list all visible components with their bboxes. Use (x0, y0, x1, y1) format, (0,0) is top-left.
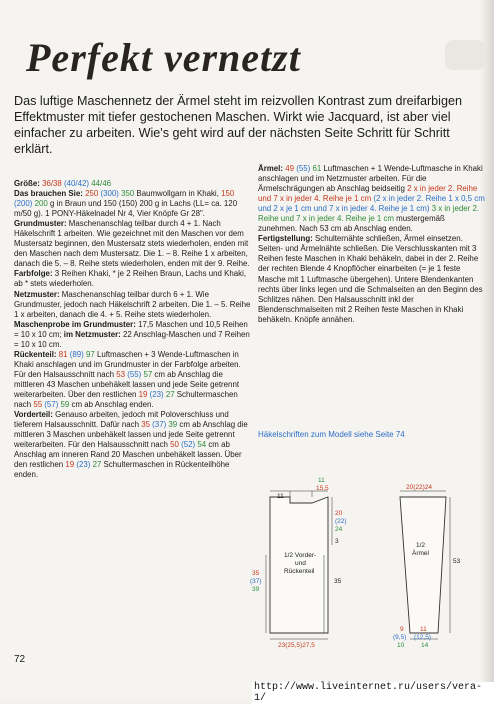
sleeve-length-53: 53 (453, 558, 461, 565)
sleeve-dim-12-5: (12,5) (414, 634, 431, 641)
dim-37: (37) (250, 578, 262, 585)
dim-11-left: 11 (277, 493, 284, 500)
sleeve-top-width: 20(22)24 (406, 484, 433, 491)
net-pattern-paragraph: Netzmuster: Maschenanschlag teilbar durch 6 + 1. Wie Grundmuster, jedoch nach Häkelschrift 2 arbeiten. Die 1. – 5. Reihe 1 x arbeiten, danach die 4. + 5. Reihe stets wiederholen. (14, 289, 251, 319)
front-label-2: und (295, 560, 306, 567)
background-decoration (445, 40, 485, 70)
intro-paragraph: Das luftige Maschennetz der Ärmel steht im reizvollen Kontrast zum dreifarbigen Effektmuster mit tiefer gestochenen Maschen. Wirkt wie Jacquard, ist aber viel einfacher zu arbeiten. Wie's geht wird auf der nächsten Seite Schritt für Schritt erklärt. (14, 94, 462, 156)
basic-pattern-paragraph: Grundmuster: Maschenanschlag teilbar durch 4 + 1. Nach Häkelschrift 1 arbeiten. Wie gezeichnet mit den Maschen vor dem Mustersatz beginnen, den Mustersatz stets wiederholen, enden mit den Maschen nach dem Mustersatz. Die 1. – 8. Reihe 1 x arbeiten, danach die 5. – 8. Reihe stets wiederholen, enden mit der 9. Reihe. (14, 219, 250, 269)
dim-24: 24 (335, 526, 343, 533)
finishing-paragraph: Fertigstellung: Schulternähte schließen, Ärmel einsetzen. Seiten- und Ärmelnähte schließen. Die Verschlusskanten mit 3 Reihen feste Maschen in Khaki behäkeln, dabei in der 2. Reihe der rechten Blende 4 Knopflöcher einarbeiten (= je 1 feste Masche mit 1 Luftmasche übergehen). Untere Blendenkanten rechts über links legen und die Schmalseiten an den Beginn des Schlitzes nähen. Den Halsausschnitt inkl der Blendenschmalseiten mit 2 Reihen feste Maschen in Khaki behäkeln. Knöpfe annähen. (258, 234, 483, 324)
sleeve-paragraph: Ärmel: 49 (55) 61 Luftmaschen + 1 Wende-Luftmasche in Khaki anschlagen und im Netzmuster arbeiten. Für die Ärmelschrägungen ab Anschlag beidseitig 2 x in jeder 2. Reihe und 7 x in jeder 4. Reihe je 1 cm (2 x in jeder 2. Reihe 1 x 0,5 cm und 2 x je 1 cm und 7 x in jeder 4. Reihe je 1 cm) 3 x in jeder 2. Reihe und 7 x in jeder 4. Reihe je 1 cm mustergemäß zunehmen. Nach 53 cm ab Anschlag enden. (258, 164, 485, 234)
sleeve-label-2: Ärmel (412, 550, 429, 557)
sleeve-piece (400, 497, 446, 633)
dim-bottom: 23(25,5)27,5 (278, 642, 315, 649)
sleeve-dim-9-5: (9,5) (393, 634, 407, 641)
sizes-line: Größe: 36/38 (40/42) 44/46 (14, 179, 111, 188)
dim-3: 3 (335, 538, 339, 545)
page-edge-shadow (480, 0, 494, 699)
footer-url[interactable]: http://www.liveinternet.ru/users/vera-1/ (252, 682, 494, 704)
schematic-diagram (250, 445, 480, 655)
page-number: 72 (14, 654, 26, 665)
sleeve-dim-10: 10 (397, 642, 405, 649)
dim-20: 20 (335, 510, 343, 517)
dim-15-5: 15,5 (316, 485, 329, 492)
diagram-title: Häkelschriften zum Modell siehe Seite 74 (258, 430, 405, 439)
dim-39: 39 (252, 586, 260, 593)
dim-35-right: 35 (334, 578, 342, 585)
dim-11-top: 11 (318, 477, 325, 484)
front-piece-paragraph: Vorderteil: Genauso arbeiten, jedoch mit Poloverschluss und tieferem Halsausschnitt. Dafür nach 35 (37) 39 cm ab Anschlag die mittleren 3 Maschen unbehäkelt lassen und jede Seite getrennt weiterarbeiten. Für den Halsausschnitt nach 50 (52) 54 cm ab Anschlag am inneren Rand 20 Maschen unbehäkelt lassen. Über den restlichen 19 (23) 27 Schultermaschen in Rückenteilhöhe enden. (14, 410, 248, 480)
instructions-left-column (14, 179, 252, 480)
dim-35: 35 (252, 570, 260, 577)
sleeve-label-1: 1/2 (416, 542, 426, 549)
sleeve-dim-11: 11 (420, 626, 427, 633)
color-sequence-paragraph: Farbfolge: 3 Reihen Khaki, * je 2 Reihen Braun, Lachs und Khaki, ab * stets wiederholen. (14, 269, 247, 289)
gauge-paragraph: Maschenprobe im Grundmuster: 17,5 Maschen und 10,5 Reihen = 10 x 10 cm; im Netzmuster: 22 Anschlag-Maschen und 7 Reihen = 10 x 10 cm. (14, 319, 250, 349)
dim-22: (22) (335, 518, 347, 525)
sleeve-dim-14: 14 (421, 642, 429, 649)
materials-paragraph: Das brauchen Sie: 250 (300) 350 Baumwollgarn in Khaki, 150 (200) 200 g in Braun und 150 (150) 200 g in Lachs (LL= ca. 120 m/50 g). 1 PONY-Häkelnadel Nr 4, Vier Knöpfe Gr 28". (14, 189, 238, 219)
page-title: Perfekt vernetzt (26, 35, 301, 80)
back-piece-paragraph: Rückenteil: 81 (89) 97 Luftmaschen + 3 Wende-Luftmaschen in Khaki anschlagen und im Grundmuster in der Farbfolge arbeiten. Für den Halsausschnitt nach 53 (55) 57 cm ab Anschlag die mittleren 43 Maschen unbehäkelt lassen und jede Seite getrennt weiterarbeiten. Über den restlichen 19 (23) 27 Schultermaschen nach 55 (57) 59 cm ab Anschlag enden. (14, 349, 241, 410)
sleeve-dim-9: 9 (400, 626, 404, 633)
instructions-right-column (258, 164, 486, 325)
front-label-1: 1/2 Vorder- (284, 552, 317, 559)
front-label-3: Rückenteil (284, 568, 315, 575)
